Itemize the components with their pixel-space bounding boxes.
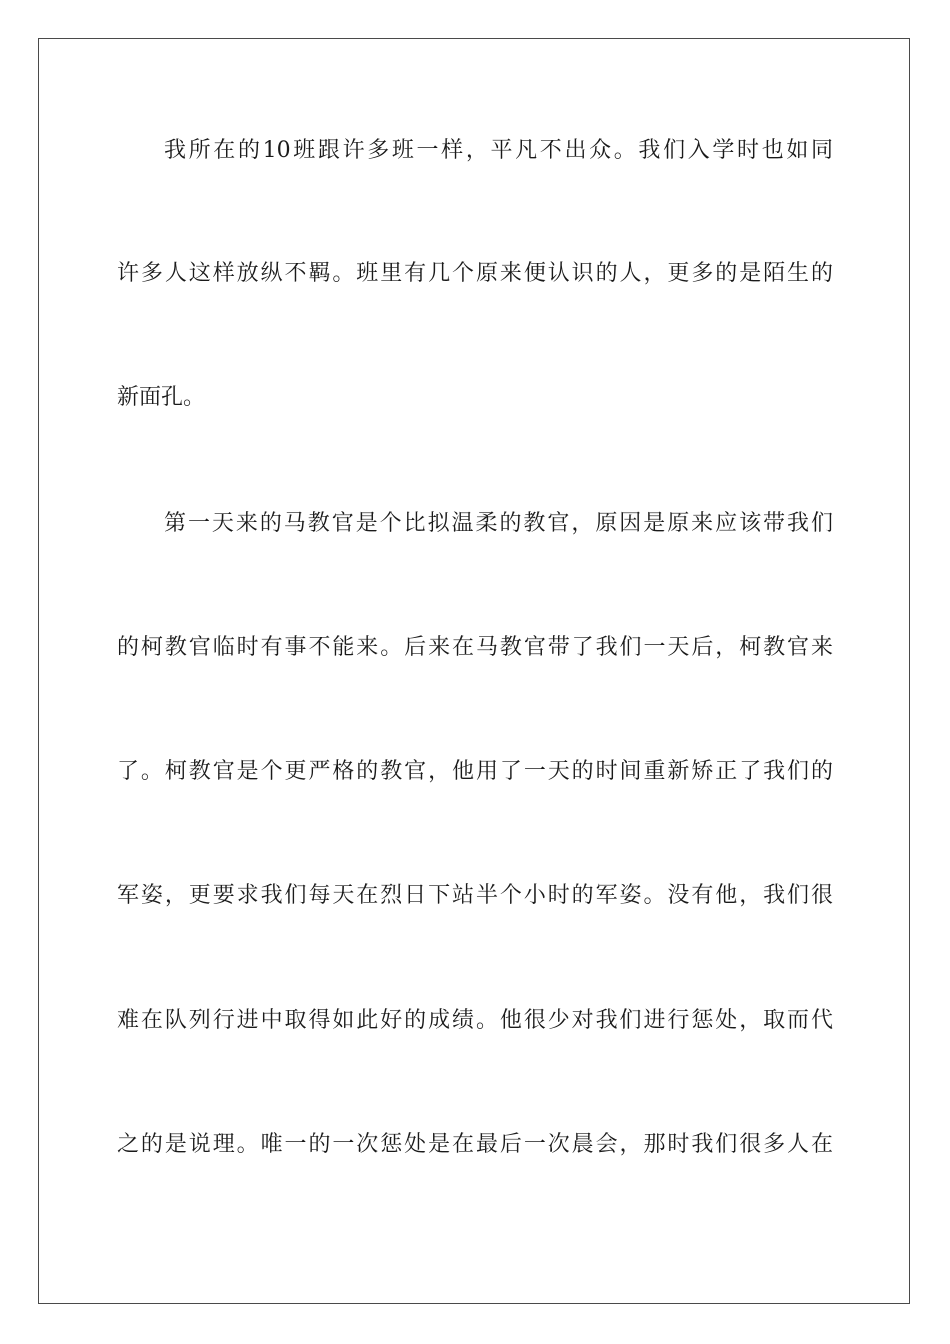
- text-line: 难在队列行进中取得如此好的成绩。他很少对我们进行惩处，取而代: [117, 1008, 833, 1033]
- text-line: 许多人这样放纵不羁。班里有几个原来便认识的人，更多的是陌生的: [117, 261, 833, 286]
- text-line: 了。柯教官是个更严格的教官，他用了一天的时间重新矫正了我们的: [117, 759, 833, 784]
- text-line: 新面孔。: [117, 385, 206, 410]
- text-line: 军姿，更要求我们每天在烈日下站半个小时的军姿。没有他，我们很: [117, 883, 833, 908]
- text-line: 我所在的10班跟许多班一样，平凡不出众。我们入学时也如同: [164, 138, 833, 163]
- text-line: 的柯教官临时有事不能来。后来在马教官带了我们一天后，柯教官来: [117, 635, 833, 660]
- page-border: [38, 38, 910, 1304]
- text-line: 之的是说理。唯一的一次惩处是在最后一次晨会，那时我们很多人在: [117, 1132, 833, 1157]
- text-line: 第一天来的马教官是个比拟温柔的教官，原因是原来应该带我们: [164, 511, 833, 536]
